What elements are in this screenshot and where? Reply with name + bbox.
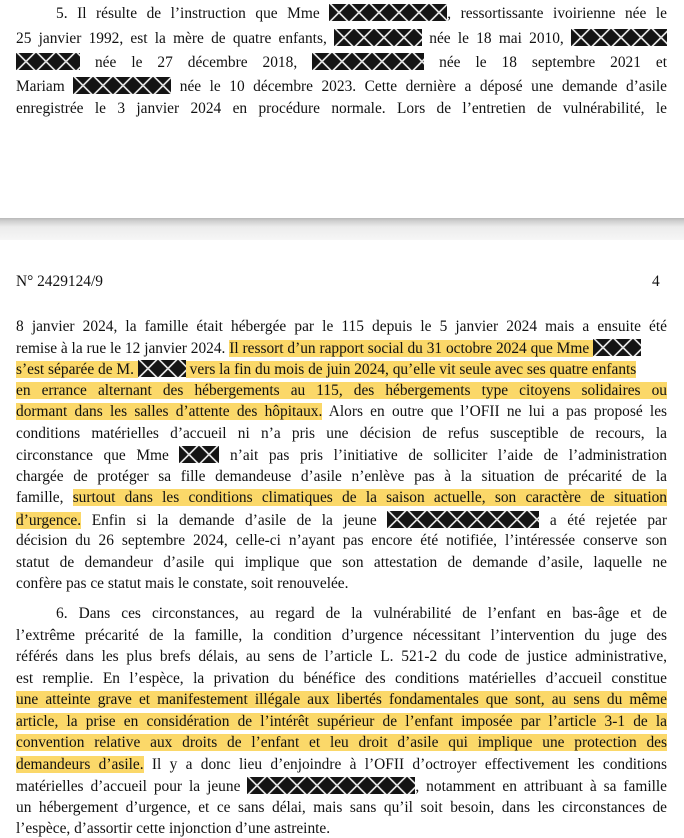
text-line — [16, 360, 667, 378]
text-line: remise à la rue le 12 janvier 2024. Il ressort d’un rapport social du 31 octobre 2024 que Mme — [16, 339, 667, 357]
redaction-block — [247, 777, 415, 794]
page-fragment-top — [0, 0, 684, 218]
highlighted-text: dormant dans les salles d’attente des hôpitaux. — [16, 403, 323, 420]
highlighted-text: article, la prise en considération de l’intérêt supérieur de l’enfant imposée par l’article 3-1 de la — [16, 713, 667, 730]
redaction-block — [179, 446, 219, 463]
text-line: est remplie. En l’espèce, la privation du bénéfice des conditions matérielles d’accueil constitue — [16, 670, 667, 687]
text-line: matérielles d’accueil pour la jeune , notamment en attribuant à sa famille — [16, 778, 667, 795]
text-line: famille, surtout dans les conditions climatiques de la saison actuelle, son caractère de situation — [16, 489, 667, 506]
text-line: 5. Il résulte de l’instruction que Mme , ressortissante ivoirienne née le — [56, 5, 667, 22]
redaction-block — [329, 4, 447, 21]
text-line: enregistrée le 3 janvier 2024 en procédure normale. Lors de l’entretien de vulnérabilité, le — [16, 100, 667, 117]
highlighted-text: une atteinte grave et manifestement illégale aux libertés fondamentales que sont, au sens du même — [16, 691, 667, 708]
text-line: d’urgence. Enfin si la demande d’asile de la jeune a été rejetée par — [16, 512, 668, 529]
page-number: 4 — [652, 273, 660, 290]
redaction-block — [571, 29, 667, 46]
page-fragment-bottom — [0, 240, 684, 837]
redaction-block — [138, 360, 186, 377]
text-line: chargée de protéger sa fille demandeuse d’asile n’enlève pas à la situation de précarité de la — [16, 468, 667, 485]
text-line: dormant dans les salles d’attente des hôpitaux. Alors en outre que l’OFII ne lui a pas proposé les — [16, 403, 668, 420]
text-line: l’espèce, d’assortir cette injonction d’une astreinte. — [16, 820, 331, 837]
text-line — [16, 382, 667, 400]
text-line — [16, 713, 667, 731]
text-line: née le 27 décembre 2018, née le 18 septembre 2021 et — [16, 53, 667, 71]
redaction-block — [16, 53, 80, 70]
highlighted-text: s’est séparée de M. — [16, 361, 134, 378]
redaction-block — [312, 53, 424, 70]
text-line: référés dans les plus brefs délais, au sens de l’article L. 521-2 du code de justice administrative, — [16, 648, 667, 665]
text-line: décision du 26 septembre 2024, celle-ci n’ayant pas encore été notifiée, l’intéressée conserve son — [16, 532, 667, 549]
highlighted-text: convention relative aux droits de l’enfant et leu droit d’asile qui implique une protection des — [16, 734, 667, 751]
text-line: l’extrême précarité de la famille, la condition d’urgence nécessitant l’intervention du juge des — [16, 627, 667, 644]
text-line — [16, 734, 667, 752]
page-break-gap — [0, 218, 684, 240]
text-line: 8 janvier 2024, la famille était hébergée par le 115 depuis le 5 janvier 2024 mais a ensuite été — [16, 318, 667, 335]
text-line: circonstance que Mme n’ait pas pris l’initiative de solliciter l’aide de l’administration — [16, 447, 668, 464]
text-line: confère pas ce statut mais le constate, soit renouvelée. — [16, 575, 349, 592]
highlighted-text: Il ressort d’un rapport social du 31 octobre 2024 que Mme — [229, 340, 590, 357]
redaction-block — [387, 511, 539, 528]
text-line: 25 janvier 1992, est la mère de quatre enfants, née le 18 mai 2010, — [16, 29, 667, 47]
text-line: demandeurs d’asile. Il y a donc lieu d’enjoindre à l’OFII d’octroyer effectivement les conditions — [16, 756, 667, 773]
highlighted-text: surtout dans les conditions climatiques de la saison actuelle, son caractère de situation — [72, 489, 667, 506]
text-line: 6. Dans ces circonstances, au regard de la vulnérabilité de l’enfant en bas-âge et de — [56, 605, 667, 622]
highlighted-text: d’urgence. — [16, 512, 82, 529]
text-line: statut de demandeur d’asile qui implique que son attestation de demande d’asile, laquelle ne — [16, 554, 667, 571]
highlighted-text: en errance alternant des hébergements au 115, des hébergements type citoyens solidaires ou — [16, 382, 667, 399]
redaction-block — [334, 29, 422, 46]
redaction-block — [593, 339, 641, 356]
redaction-block — [73, 77, 171, 94]
highlighted-text: vers la fin du mois de juin 2024, qu’elle vit seule avec ses quatre enfants — [189, 361, 637, 378]
text-line: Mariam née le 10 décembre 2023. Cette dernière a déposé une demande d’asile — [16, 78, 667, 95]
text-line: un hébergement d’urgence, et ce sans délai, mais sans qu’il soit besoin, dans les circonstances de — [16, 799, 667, 816]
text-line: conditions matérielles d’accueil ni n’a pris une décision de refus susceptible de recours, la — [16, 425, 667, 442]
text-line — [16, 691, 667, 709]
case-number: N° 2429124/9 — [16, 273, 103, 290]
highlighted-text: demandeurs d’asile. — [16, 756, 144, 773]
